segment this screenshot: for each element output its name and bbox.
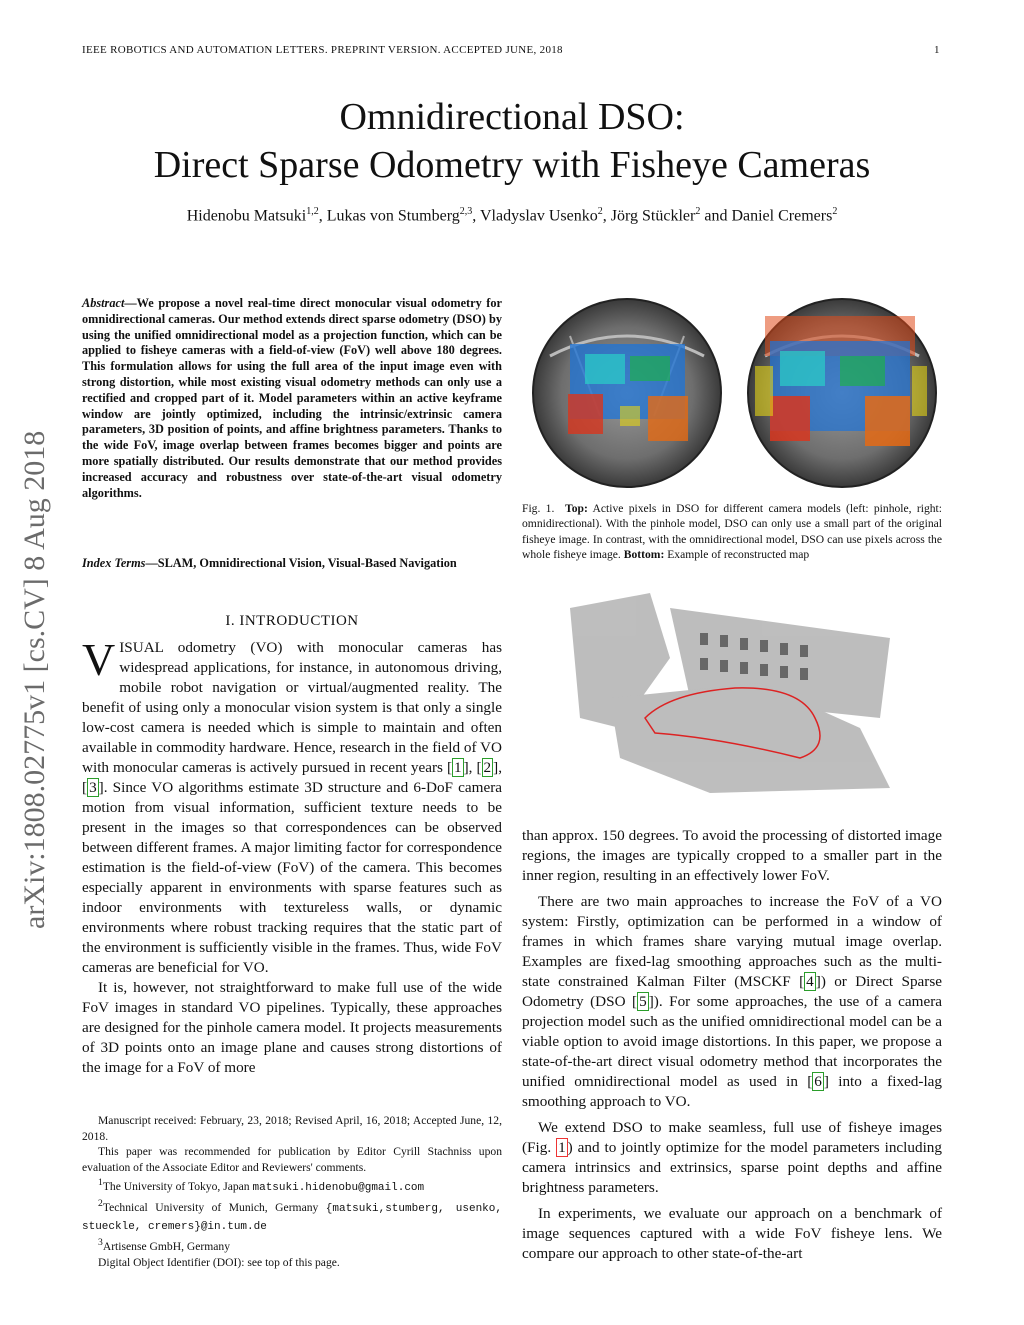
paper-title-line1: Omnidirectional DSO: [339, 96, 685, 138]
intro-paragraph-2: It is, however, not straightforward to make full use of the wide FoV images in standard VO pipelines. Typically, these approaches are designed for the pinhole camera model. It projects measurements of 3D points onto an image plane and causes strong distortions of the image for a FoV of more [82, 979, 502, 1076]
author-5-affil: 2 [832, 206, 838, 217]
footnote-affil-2 [82, 1196, 502, 1235]
citation-link[interactable]: 3 [89, 779, 97, 796]
running-header: IEEE ROBOTICS AND AUTOMATION LETTERS. PREPRINT VERSION. ACCEPTED JUNE, 2018 [82, 44, 563, 56]
right-paragraph-3 [522, 1118, 942, 1198]
page-number: 1 [934, 44, 940, 56]
author-4: Jörg Stückler [610, 207, 696, 225]
figure-link[interactable]: 1 [558, 1139, 566, 1156]
author-2-affil: 2,3 [459, 206, 473, 217]
index-terms-label: Index Terms [82, 556, 146, 570]
arxiv-stamp: arXiv:1808.02775v1 [cs.CV] 8 Aug 2018 [18, 430, 51, 929]
index-terms [82, 555, 502, 571]
abstract [82, 296, 502, 501]
email-link[interactable]: matsuki.hidenobu@gmail.com [252, 1181, 425, 1194]
right-text: ) and to jointly optimize for the model parameters including camera intrinsics and extrinsics, sparse point depths and affine brightness parameters. [522, 1139, 942, 1196]
right-text: There are two main approaches to increase the FoV of a VO system: Firstly, optimization can be performed in a window of frames in which frames share varying mutual image overlap. Examples are fixed-lag smoothing approaches such as the multi-state constrained Kalman Filter (MSCKF [522, 893, 942, 990]
paper-title-line2: Direct Sparse Odometry with Fisheye Cameras [153, 144, 871, 186]
footnotes [82, 1113, 502, 1270]
abstract-label: Abstract [82, 296, 125, 310]
right-paragraph-4: In experiments, we evaluate our approach on a benchmark of image sequences captured with a wide FoV fisheye lens. We compare our approach to other state-of-the-art [522, 1205, 942, 1262]
footnote-affil-1 [82, 1175, 502, 1196]
abstract-text: —We propose a novel real-time direct monocular visual odometry for omnidirectional cameras. Our method extends direct sparse odometry (DSO) by using the unified omnidirectional model as a projection function, which can be applied to fisheye cameras with a field-of-view (FoV) well above 180 degrees. This formulation allows for using the full area of the input image even with strong distortion, while most existing visual odometry methods can only use a rectified and cropped part of it. Model parameters within an active keyframe window are jointly optimized, including the intrinsic/extrinsic camera parameters, 3D position of points, and affine brightness parameters. Thanks to the wide FoV, image overlap between frames becomes bigger and points are more spatially distributed. Our results demonstrate that our method provides increased accuracy and robustness over state-of-the-art visual odometry algorithms. [82, 296, 502, 500]
caption-text: Example of reconstructed map [664, 548, 810, 562]
caption-top-label: Top: [565, 502, 588, 515]
intro-right-column [522, 826, 942, 1264]
author-list [0, 206, 1024, 225]
author-5: Daniel Cremers [731, 207, 833, 225]
section-heading: I. INTRODUCTION [225, 613, 359, 629]
affil-sup: 1 [98, 1177, 103, 1188]
author-2: Lukas von Stumberg [326, 207, 460, 225]
affil-sup: 3 [98, 1237, 103, 1249]
right-text: ) or Direct Sparse Odometry (DSO [522, 973, 942, 1010]
citation-link[interactable]: 4 [806, 973, 814, 990]
author-sep: , [472, 207, 480, 225]
intro-left-column [82, 634, 502, 1078]
right-text: We extend DSO to make seamless, full use of fisheye images (Fig. [522, 1119, 942, 1156]
right-paragraph-2: There are two main approaches to increase the FoV of a VO system: Firstly, optimization can be performed in a window of frames in which frames share varying mutual image overlap. Examples are fixed-lag smoothing approaches such as the multi-state constrained Kalman Filter (MSCKF [ 4 ]) or Direct Sparse Odometry (DSO [ 5 ]). For some approaches, the use of a camera projection model such as the unified omnidirectional model can be a viable option to avoid image distortions. In this paper, we propose a state-of-the-art direct visual odometry method that incorporates the unified omnidirectional model as used in [ 6 ] into a fixed-lag smoothing approach to VO. [522, 893, 943, 1110]
citation-link[interactable]: 2 [483, 759, 492, 776]
affil-text: The University of Tokyo, Japan [102, 1179, 253, 1193]
caption-bottom-label: Bottom: [623, 548, 665, 562]
footnote-affil-3 [82, 1235, 502, 1254]
caption-label: Fig. 1. [522, 502, 555, 515]
author-1-affil: 1,2 [306, 206, 319, 217]
citation-link[interactable]: 1 [454, 759, 462, 776]
author-sep: , [602, 207, 611, 225]
intro-paragraph-1: VISUAL odometry (VO) with monocular cameras has widespread applications, for instance, in autonomous driving, mobile robot navigation or virtual/augmented reality. The benefit of using only a monocular vision system is that only a single low-cost camera is needed which is simple to maintain and often available in commodity hardware. Hence, research in the field of VO with monocular cameras is actively pursued in recent years [ 1 ], [ 2 ], [ 3 ]. Since VO algorithms estimate 3D structure and 6-DoF camera motion from visual information, sufficient texture needs to be present in the images so that correspondences can be observed between different frames. A major limiting factor for correspondence estimation is the field-of-view (FoV) of the camera. This becomes especially apparent in environments with sparse features such as indoor environments with textureless walls, or dynamic environments where robust tracking requires that the static part of the environment is sufficiently visible in the frames. Thus, wide FoV cameras are beneficial for VO. [82, 634, 502, 976]
citation-link[interactable]: 5 [639, 993, 647, 1010]
affil-text: Artisense GmbH, Germany [102, 1240, 231, 1254]
caption-text: Active pixels in DSO for different camera models (left: pinhole, right: omnidirectional). With the pinhole model, DSO can only use a small part of the original fisheye image. In contrast, with the omnidirectional model, DSO can use pixels across the whole fisheye image. [522, 502, 942, 562]
fisheye-images-figure [530, 296, 940, 490]
omnidirectional-fisheye-image [748, 299, 936, 487]
author-4-affil: 2 [695, 206, 701, 217]
affil-text: Technical University of Munich, Germany [102, 1201, 326, 1215]
citation-link[interactable]: 6 [814, 1073, 822, 1090]
author-1: Hidenobu Matsuki [186, 207, 307, 225]
index-terms-text: —SLAM, Omnidirectional Vision, Visual-Based Navigation [145, 556, 457, 570]
footnote-manuscript: Manuscript received: February, 23, 2018; Revised April, 16, 2018; Accepted June, 12, 2018. [82, 1114, 502, 1143]
reconstructed-map-figure [560, 588, 902, 800]
intro-text: ISUAL odometry (VO) with monocular cameras has widespread applications, for instance, in autonomous driving, mobile robot navigation or virtual/augmented reality. The benefit of using only a monocular vision system is that only a single low-cost camera is needed which is simple to maintain and often available in commodity hardware. Hence, research in the field of VO with monocular cameras is actively pursued in recent years [82, 639, 502, 776]
footnote-doi: Digital Object Identifier (DOI): see top of this page. [98, 1255, 340, 1269]
right-text: ). For some approaches, the use of a camera projection model such as the unified omnidirectional model can be a viable option to avoid image distortions. In this paper, we propose a state-of-the-art direct visual odometry method that incorporates the unified omnidirectional model as used in [522, 993, 942, 1090]
author-3: Vladyslav Usenko [479, 207, 598, 225]
dropcap: V [82, 634, 116, 685]
figure-caption [522, 501, 942, 563]
author-sep: , [318, 207, 327, 225]
footnote-editor: This paper was recommended for publication by Editor Cyrill Stachniss upon evaluation of the Associate Editor and Reviewers' comments. [82, 1145, 502, 1174]
right-text: into a fixed-lag smoothing approach to VO. [522, 1073, 943, 1110]
intro-text: . Since VO algorithms estimate 3D structure and 6-DoF camera motion from visual information, sufficient texture needs to be present in the images so that correspondences can be observed between different frames. A major limiting factor for correspondence estimation is the field-of-view (FoV) of the camera. This becomes especially apparent in environments with sparse features such as indoor environments with textureless walls, or dynamic environments where robust tracking requires that the static part of the environment is sufficiently visible in the frames. Thus, wide FoV cameras are beneficial for VO. [82, 779, 502, 976]
author-and: and [700, 207, 732, 225]
pinhole-fisheye-image [533, 299, 721, 487]
email-link[interactable]: {matsuki,stumberg, usenko, stueckle, cremers}@in.tum.de [82, 1203, 502, 1233]
author-3-affil: 2 [597, 206, 603, 217]
affil-sup: 2 [98, 1198, 103, 1210]
right-paragraph-1: than approx. 150 degrees. To avoid the processing of distorted image regions, the images are typically cropped to a smaller part in the inner region, resulting in an effectively lower FoV. [522, 827, 942, 884]
